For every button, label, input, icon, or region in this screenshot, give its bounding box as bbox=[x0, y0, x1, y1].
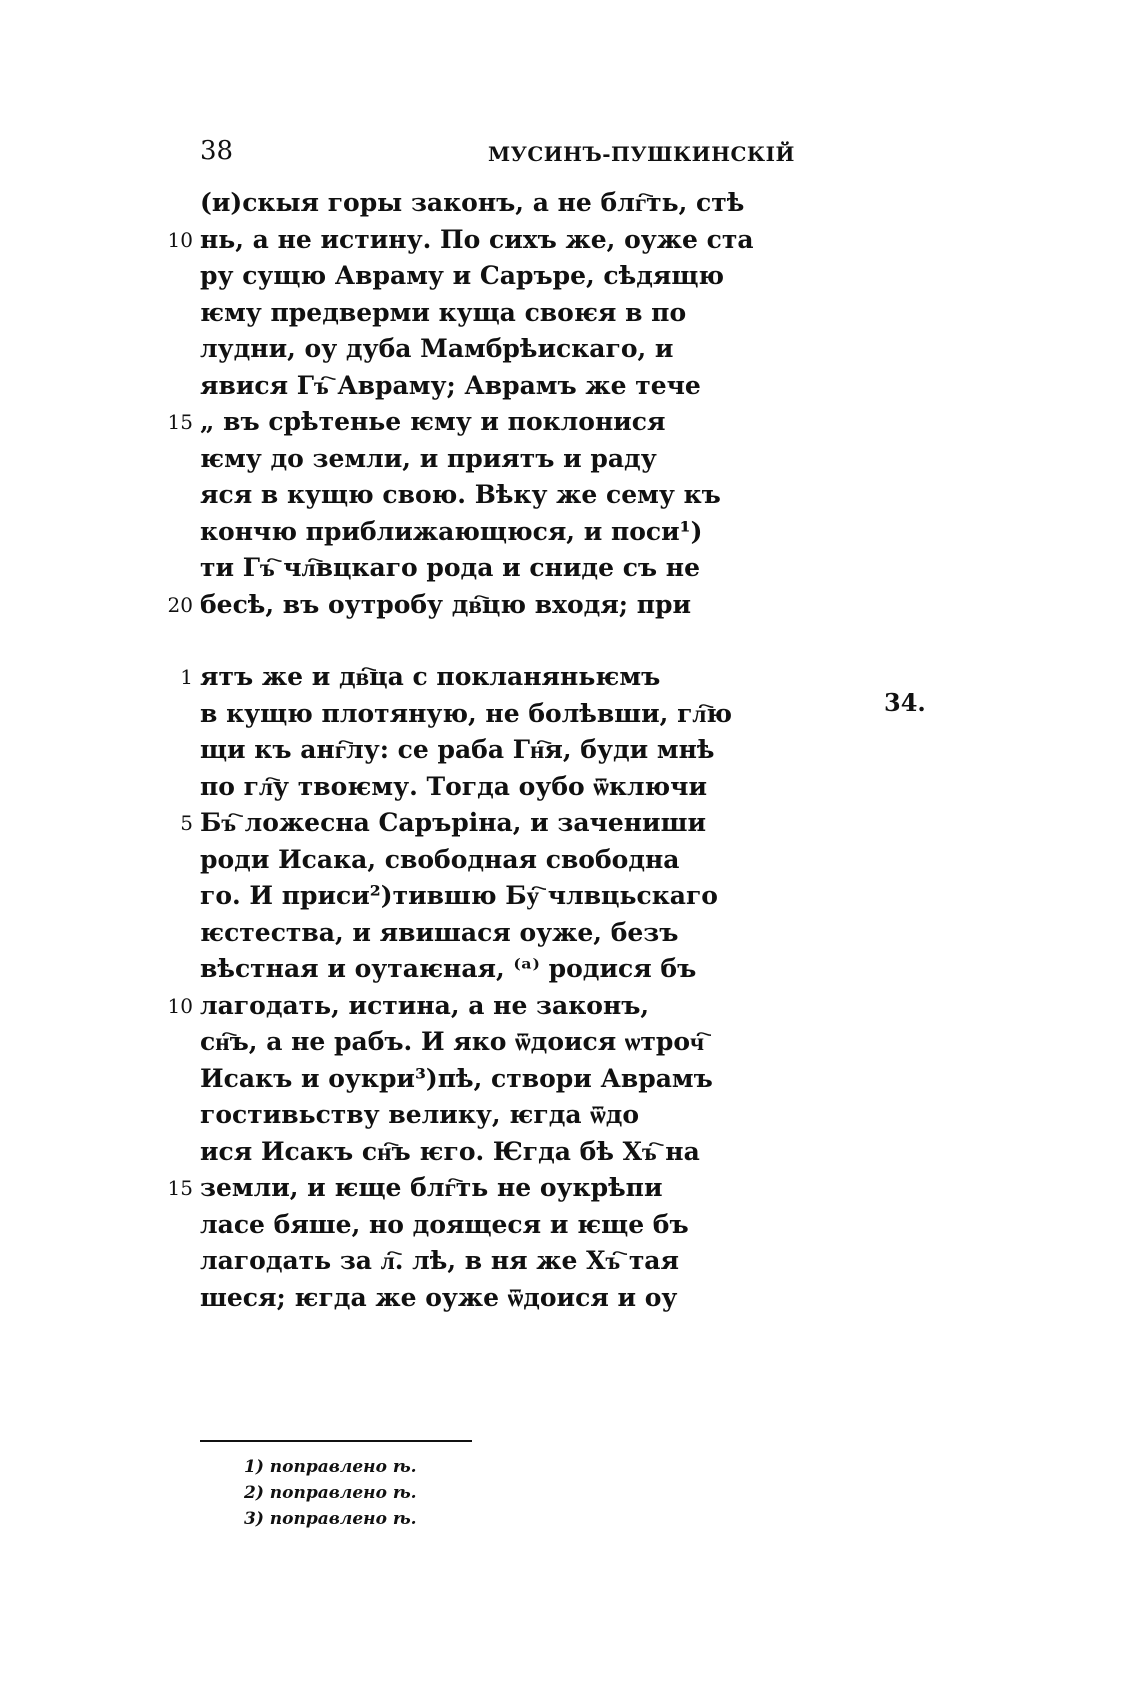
line-number: 15 bbox=[167, 1176, 193, 1200]
footnote-rule bbox=[200, 1440, 472, 1442]
line-number: 15 bbox=[167, 410, 193, 434]
text-line: го. И приси²)тившю Бу҇ члвцьскаго bbox=[200, 881, 718, 910]
text-line: яся в кущю свою. Вѣку же сему къ bbox=[200, 480, 721, 509]
text-line: лудни, оу дуба Мамбрѣискаго, и bbox=[200, 334, 674, 363]
line-number: 1 bbox=[180, 665, 193, 689]
text-line: бесѣ, въ оутробу дв҇цю входя; при bbox=[200, 589, 692, 619]
text-line: ѥму до земли, и приятъ и раду bbox=[200, 443, 657, 473]
text-line: (и)скыя горы законъ, а не блг҇ть, стѣ bbox=[200, 188, 745, 217]
text-line: шеся; ѥгда же оуже ѿдоися и оу bbox=[200, 1282, 678, 1312]
line-number: 10 bbox=[167, 993, 193, 1018]
text-line: ятъ же и дв҇ца с покланяньѥмъ bbox=[200, 662, 661, 691]
text-line: ѥстества, и явишася оуже, безъ bbox=[200, 917, 679, 947]
text-line: по гл҇у твоѥму. Тогда оубо ѿключи bbox=[200, 771, 707, 801]
text-line: явися Гъ҇ Авраму; Аврамъ же тече bbox=[200, 370, 701, 400]
footnote: 1) поправлено ѣ. bbox=[244, 1457, 417, 1477]
text-line: щи къ анг҇лу: се раба Гн҇я, буди мнѣ bbox=[200, 735, 715, 764]
line-number: 5 bbox=[180, 811, 193, 835]
text-line: лагодать, истина, а не законъ, bbox=[200, 990, 650, 1020]
footnote: 2) поправлено ѣ. bbox=[244, 1483, 417, 1503]
text-line: ѥму предверми куща своѥя в по bbox=[200, 297, 687, 327]
footnote: 3) поправлено ѣ. bbox=[244, 1509, 417, 1529]
text-line: роди Исака, свободная свободна bbox=[200, 844, 680, 874]
running-head: МУСИНЪ-ПУШКИНСКІЙ bbox=[488, 142, 795, 166]
text-line: „ въ срѣтенье ѥму и поклонися bbox=[200, 407, 666, 436]
text-line: Исакъ и оукри³)пѣ, створи Аврамъ bbox=[200, 1063, 713, 1093]
text-line: ти Гъ҇ чл҇вцкаго рода и сниде съ не bbox=[200, 553, 700, 582]
text-line: нь, а не истину. По сихъ же, оуже ста bbox=[200, 224, 754, 254]
text-line: ися Исакъ сн҇ъ ѥго. Ѥгда бѣ Хъ҇ на bbox=[200, 1136, 700, 1166]
text-line: земли, и ѥще блг҇ть не оукрѣпи bbox=[200, 1173, 663, 1202]
line-number: 20 bbox=[167, 592, 193, 617]
text-line: вѣстная и оутаѥная, ⁽ᵃ⁾ родися бъ bbox=[200, 954, 697, 983]
text-line: гостивьству велику, ѥгда ѿдо bbox=[200, 1100, 640, 1129]
text-line: лагодать за л҇. лѣ, в ня же Хъ҇ тая bbox=[200, 1246, 679, 1275]
page-number: 38 bbox=[200, 136, 234, 166]
text-line: ру сущю Авраму и Саръре, сѣдящю bbox=[200, 261, 725, 290]
section-mark: 34. bbox=[884, 688, 926, 717]
line-number: 10 bbox=[167, 227, 193, 252]
text-line: Бъ҇ ложесна Саръріна, и зачениши bbox=[200, 808, 707, 837]
text-line: в кущю плотяную, не болѣвши, гл҇ю bbox=[200, 698, 733, 728]
text-line: кончю приближающюся, и поси¹) bbox=[200, 516, 703, 546]
text-line: ласе бяше, но доящеся и ѥще бъ bbox=[200, 1209, 689, 1239]
text-line: сн҇ъ, а не рабъ. И яко ѿдоися ѡтроч҇ bbox=[200, 1027, 705, 1056]
